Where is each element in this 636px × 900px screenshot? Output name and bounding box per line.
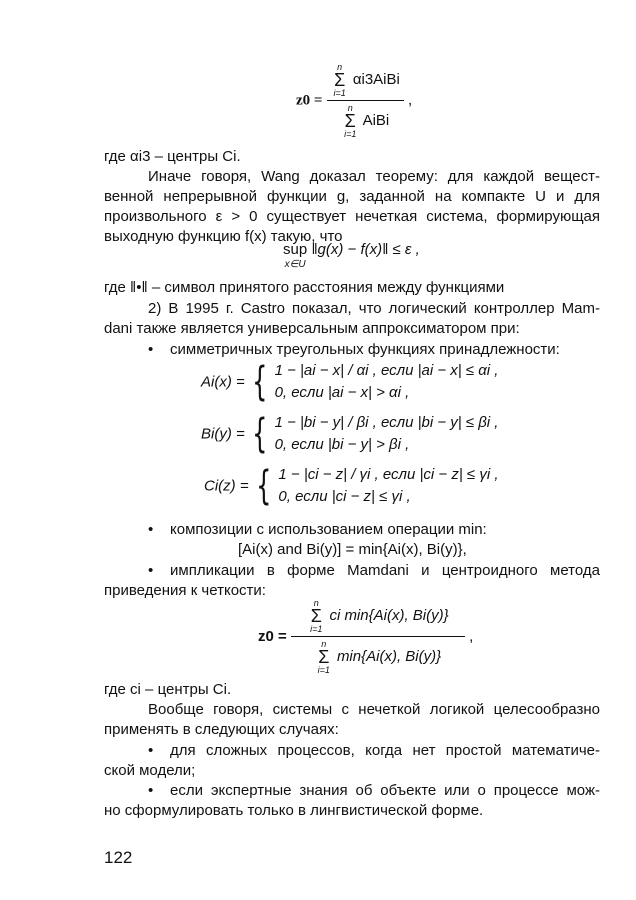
where-c-line: где ci – центры Ci. [104, 681, 232, 698]
case-C2: 0, если |ci − z| ≤ γi , [278, 488, 411, 505]
sum-symbol: n Σ i=1 [333, 62, 346, 98]
sup-subscript: x∈U [284, 258, 306, 270]
denominator2: min{Ai(x), Bi(y)} [336, 647, 442, 665]
sum-symbol: n Σ i=1 [344, 103, 357, 139]
para1-line3: произвольного ε > 0 существует нечеткая система, формирующая [104, 208, 600, 225]
brace-icon: { [255, 463, 272, 509]
fraction [327, 62, 404, 139]
bullet-triangular: • симметричных треугольных функциях принадлежности: [148, 341, 560, 358]
bullet-min: • композиции с использованием операции min: [148, 521, 487, 538]
formula-sup [283, 240, 420, 270]
brace-icon: { [252, 411, 268, 457]
formula-lhs: z0 = [296, 92, 323, 109]
bullet-expert-line2: но сформулировать только в лингвистической форме. [104, 802, 484, 819]
bullet-complex-line1: • для сложных процессов, когда нет простой математиче- [148, 742, 600, 759]
min-formula: [Ai(x) and Bi(y)] = min{Ai(x), Bi(y)}, [238, 541, 467, 558]
para3-line2: применять в следующих случаях: [104, 721, 339, 738]
norm-line: где ‖•‖ – символ принятого расстояния между функциями [104, 279, 505, 296]
formula2-lhs: z0 = [258, 627, 287, 645]
sup-body: ‖g(x) − f(x)‖ ≤ ε , [311, 241, 420, 258]
bullet-icon: • [148, 782, 154, 799]
formula-z0-centroid: z0 = n Σ i=1 αi3AiBi n Σ i=1 AiBi , [296, 62, 413, 139]
para1-line1: Иначе говоря, Wang доказал теорему: для каждой вещест- [148, 168, 600, 185]
para2-line1: 2) В 1995 г. Castro показал, что логический контроллер Mam- [148, 300, 600, 317]
para1-line4: выходную функцию f(x) такую, что [104, 228, 343, 245]
case-A1: 1 − |ai − x| / αi , если |ai − x| ≤ αi , [274, 362, 499, 379]
formula-B: Bi(y) = { 1 − |bi − y| / βi , если |bi − y| ≤ βi , 0, если |bi − y| > βi , [201, 411, 499, 457]
para2-line2: dani также является универсальным аппроксиматором при: [104, 320, 520, 337]
case-C1: 1 − |ci − z| / γi , если |ci − z| ≤ γi , [278, 466, 499, 483]
bullet-expert-line1: • если экспертные знания об объекте или о процессе мож- [148, 782, 600, 799]
fraction [291, 598, 465, 675]
sup-operator: sup [283, 241, 308, 258]
bullet-implication-line2: приведения к четкости: [104, 582, 266, 599]
page-number: 122 [104, 848, 133, 867]
bullet-icon: • [148, 341, 154, 358]
numerator: αi3AiBi [352, 70, 400, 88]
brace-icon: { [252, 359, 268, 405]
sum-symbol: n Σ i=1 [310, 598, 323, 634]
para3-line1: Вообще говоря, системы с нечеткой логикой целесообразно [148, 701, 600, 718]
case-B2: 0, если |bi − y| > βi , [274, 436, 410, 453]
bullet-complex-line2: ской модели; [104, 762, 196, 779]
bullet-icon: • [148, 742, 154, 759]
bullet-icon: • [148, 562, 154, 579]
formula-z0-mamdani: z0 = n Σ i=1 ci min{Ai(x), Bi(y)} n Σ i=1 min{Ai(x), Bi(y)} , [258, 598, 474, 675]
case-A2: 0, если |ai − x| > αi , [274, 384, 410, 401]
numerator2: ci min{Ai(x), Bi(y)} [329, 606, 449, 624]
formula-C: Ci(z) = { 1 − |ci − z| / γi , если |ci − z| ≤ γi , 0, если |ci − z| ≤ γi , [204, 463, 499, 509]
bullet-icon: • [148, 521, 154, 538]
case-B1: 1 − |bi − y| / βi , если |bi − y| ≤ βi , [274, 414, 499, 431]
sum-symbol: n Σ i=1 [317, 639, 330, 675]
para1-line2: венной непрерывной функции g, заданной на компакте U и для [104, 188, 600, 205]
formula-A: Ai(x) = { 1 − |ai − x| / αi , если |ai − x| ≤ αi , 0, если |ai − x| > αi , [201, 359, 499, 405]
where-alpha-line: где αi3 – центры Ci. [104, 148, 241, 165]
bullet-implication-line1: • импликации в форме Mamdani и центроидного метода [148, 562, 600, 579]
denominator: AiBi [362, 111, 390, 129]
